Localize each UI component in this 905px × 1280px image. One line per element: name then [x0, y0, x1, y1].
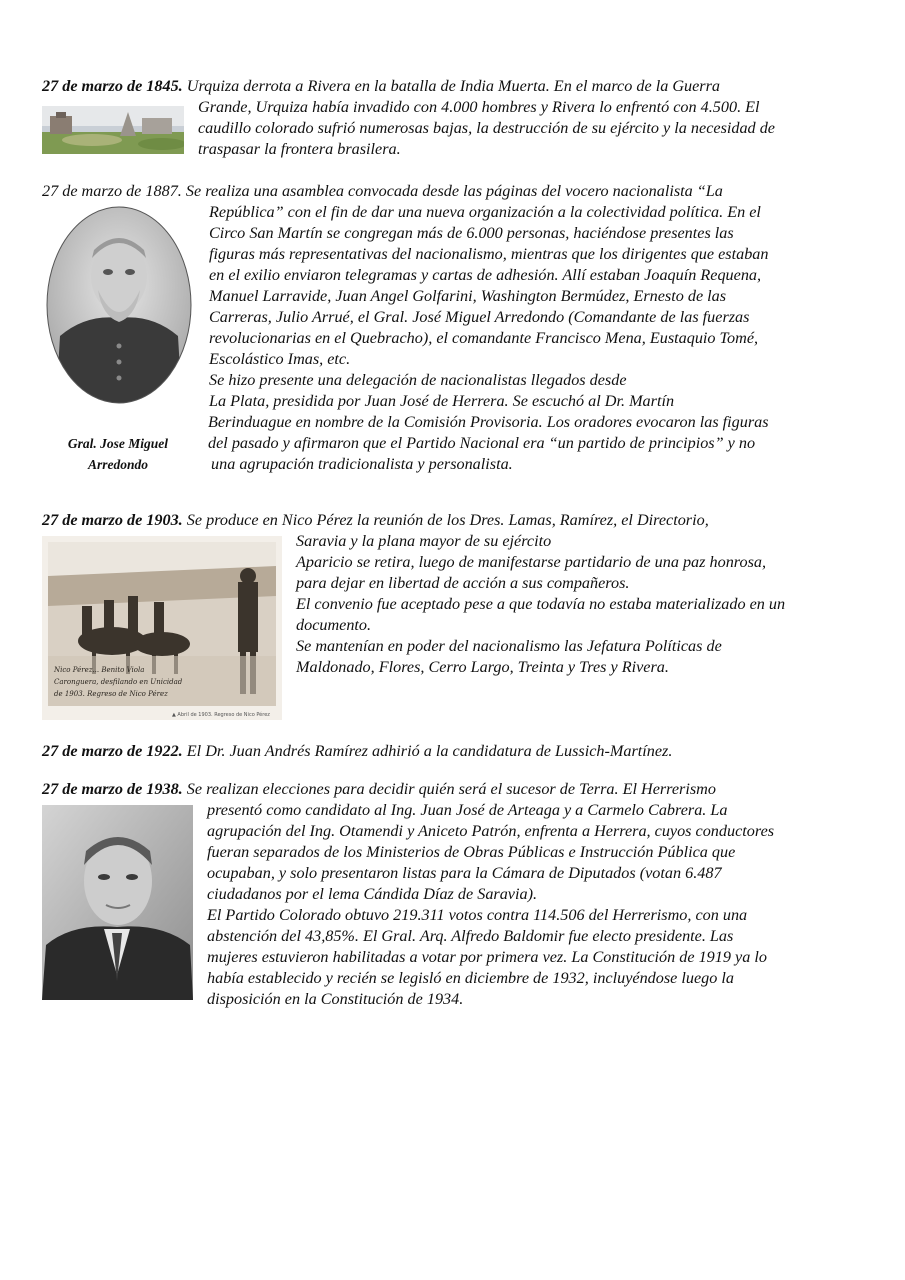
entry-1903-text: Se produce en Nico Pérez la reunión de los Dres. Lamas, Ramírez, el Directorio,	[182, 511, 709, 529]
entry-1938-line-5: ciudadanos por el lema Cándida Díaz de Saravia).	[207, 885, 538, 903]
entry-1903-line-1: Saravia y la plana mayor de su ejército	[296, 532, 552, 550]
entry-1887-line-13: una agrupación tradicionalista y personalista.	[211, 455, 513, 473]
entry-1938-line-6: El Partido Colorado obtuvo 219.311 votos contra 114.506 del Herrerismo, con una	[207, 906, 748, 924]
entry-1887-line-6: Carreras, Julio Arrué, el Gral. José Miguel Arredondo (Comandante de las fuerzas	[209, 308, 750, 326]
entry-1887-line-10: La Plata, presidida por Juan José de Herrera. Se escuchó al Dr. Martín	[209, 392, 675, 410]
entry-1845-text: Urquiza derrota a Rivera en la batalla de India Muerta. En el marco de la Guerra	[182, 77, 720, 95]
entry-1903-line-6: Se mantenían en poder del nacionalismo las Jefatura Políticas de	[296, 637, 722, 655]
entry-1938-line-7: abstención del 43,85%. El Gral. Arq. Alfredo Baldomir fue electo presidente. Las	[207, 927, 734, 945]
photo-handwriting-line-3: de 1903. Regreso de Nico Pérez	[54, 690, 168, 698]
entry-1845-line-2: caudillo colorado sufrió numerosas bajas, la destrucción de su ejército y la necesidad de	[198, 119, 775, 137]
entry-1887-line-11: Berinduague en nombre de la Comisión Provisoria. Los oradores evocaron las figuras	[208, 413, 769, 431]
baldomir-portrait	[42, 805, 193, 1000]
entry-1845-line-3: traspasar la frontera brasilera.	[198, 140, 401, 158]
entry-1887-line-3: figuras más representativas del nacionalismo, mientras que los dirigentes que estaban	[209, 245, 769, 263]
entry-1887-text: Se realiza una asamblea convocada desde las páginas del vocero nacionalista “La	[181, 182, 723, 200]
arredondo-portrait	[46, 206, 192, 404]
entry-1887-line-5: Manuel Larravide, Juan Angel Golfarini, Washington Bermúdez, Ernesto de las	[209, 287, 727, 305]
photo-handwriting-line-2: Caronguera, desfilando en Unicidad	[54, 678, 183, 686]
entry-1938-line-2: agrupación del Ing. Otamendi y Aniceto Patrón, enfrenta a Herrera, cuyos conductores	[207, 822, 775, 840]
entry-1938-line-4: ocupaban, y solo presentaron listas para la Cámara de Diputados (votan 6.487	[207, 864, 722, 882]
entry-1903-first-line	[42, 510, 709, 531]
entry-1938-line-1: presentó como candidato al Ing. Juan José de Arteaga y a Carmelo Cabrera. La	[207, 801, 728, 819]
entry-1887-line-9: Se hizo presente una delegación de nacionalistas llegados desde	[209, 371, 627, 389]
entry-1887-line-8: Escolástico Imas, etc.	[209, 350, 351, 368]
entry-1938-first-line	[42, 779, 716, 800]
entry-1887-date: 27 de marzo de 1887.	[42, 182, 182, 200]
entry-1903-line-5: documento.	[296, 616, 372, 634]
entry-1922-first-line	[42, 741, 672, 762]
photo-handwriting-line-1: Nico Pérez... Benito Viola	[54, 666, 145, 674]
portrait-caption-line-1: Gral. Jose Miguel	[67, 436, 169, 451]
entry-1887-first-line	[42, 181, 723, 202]
entry-1903-line-2: Aparicio se retira, luego de manifestarse partidario de una paz honrosa,	[296, 553, 767, 571]
entry-1938-line-9: había establecido y recién se legisló en diciembre de 1932, incluyéndose luego la	[207, 969, 734, 987]
entry-1922-date: 27 de marzo de 1922.	[42, 742, 183, 760]
entry-1938-line-10: disposición en la Constitución de 1934.	[207, 990, 464, 1008]
entry-1922-text: El Dr. Juan Andrés Ramírez adhirió a la candidatura de Lussich-Martínez.	[182, 742, 673, 760]
entry-1938-line-8: mujeres estuvieron habilitadas a votar por primera vez. La Constitución de 1919 ya lo	[207, 948, 767, 966]
entry-1887-line-12: del pasado y afirmaron que el Partido Nacional era “un partido de principios” y no	[208, 434, 756, 452]
entry-1903-line-7: Maldonado, Flores, Cerro Largo, Treinta y Tres y Rivera.	[296, 658, 669, 676]
entry-1845-line-1: Grande, Urquiza había invadido con 4.000 hombres y Rivera lo enfrentó con 4.500. El	[198, 98, 760, 116]
entry-1938-line-3: fueran separados de los Ministerios de Obras Públicas e Instrucción Pública que	[207, 843, 736, 861]
entry-1903-date: 27 de marzo de 1903.	[42, 511, 183, 529]
entry-1887-line-2: Circo San Martín se congregan más de 6.000 personas, haciéndose presentes las	[209, 224, 734, 242]
nico-perez-photo	[42, 536, 282, 720]
entry-1903-line-3: para dejar en libertad de acción a sus compañeros.	[296, 574, 630, 592]
photo-printed-caption: ▲ Abril de 1903. Regreso de Nico Pérez	[172, 712, 270, 718]
battle-field-photo	[42, 106, 184, 154]
entry-1938-text: Se realizan elecciones para decidir quién será el sucesor de Terra. El Herrerismo	[182, 780, 716, 798]
entry-1887-line-4: en el exilio enviaron telegramas y cartas de adhesión. Allí estaban Joaquín Requena,	[209, 266, 762, 284]
entry-1845-first-line	[42, 76, 720, 97]
entry-1887-line-7: revolucionarias en el Quebracho), el comandante Francisco Mena, Eustaquio Tomé,	[209, 329, 759, 347]
entry-1887-line-1: República” con el fin de dar una nueva organización a la colectividad política. En el	[209, 203, 761, 221]
portrait-caption-line-2: Arredondo	[87, 457, 148, 472]
entry-1903-line-4: El convenio fue aceptado pese a que todavía no estaba materializado en un	[296, 595, 786, 613]
entry-1845-date: 27 de marzo de 1845.	[42, 77, 183, 95]
entry-1938-date: 27 de marzo de 1938.	[42, 780, 183, 798]
